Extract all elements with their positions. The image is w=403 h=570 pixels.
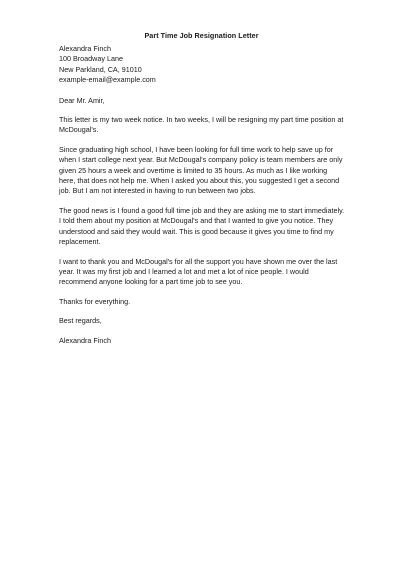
paragraph-line: here, that does not help me. When I asked you about this, you suggested I get a second [59,176,340,186]
paragraph-line: The good news is I found a good full time job and they are asking me to start immediately. [59,205,345,215]
thanks-line: Thanks for everything. [59,296,131,306]
letter-title: Part Time Job Resignation Letter [144,31,259,40]
paragraph-line: I told them about my position at McDougal's and that I wanted to give you notice. They [59,216,334,226]
sender-name: Alexandra Finch [59,44,111,53]
paragraph-line: when I start college next year. But McDougal's company policy is team members are only [59,155,343,165]
paragraph-line: replacement. [59,237,101,247]
paragraph-line: year. It was my first job and I learned a lot and met a lot of nice people. I would [59,266,309,276]
paragraph-line: Since graduating high school, I have been looking for full time work to help save up for [59,144,334,154]
closing-line: Best regards, [59,316,102,326]
paragraph-line: This letter is my two week notice. In two weeks, I will be resigning my part time position at [59,115,344,125]
paragraph-line: given 25 hours a week and overtime is limited to 35 hours. As much as I like working [59,165,328,175]
sender-email: example-email@example.com [59,75,156,85]
paragraph-4 [59,257,359,288]
sender-city: New Parkland, CA, 91010 [59,64,142,74]
paragraph-line: understood and said they would wait. This is good because it gives you time to find my [59,226,334,236]
paragraph-3 [59,206,359,248]
paragraph-2 [59,145,359,197]
signature-name: Alexandra Finch [59,335,111,345]
salutation: Dear Mr. Amir, [59,95,105,105]
sender-street: 100 Broadway Lane [59,54,123,64]
paragraph-line: recommend anyone looking for a part time job to see you. [59,277,243,287]
sender-address [59,44,359,86]
paragraph-line: I want to thank you and McDougal's for all the support you have shown me over the last [59,256,338,266]
letter-body [59,44,359,346]
paragraph-line: job. But I am not interested in having to run between two jobs. [59,186,256,196]
paragraph-line: McDougal's. [59,125,99,135]
paragraph-1 [59,115,359,136]
